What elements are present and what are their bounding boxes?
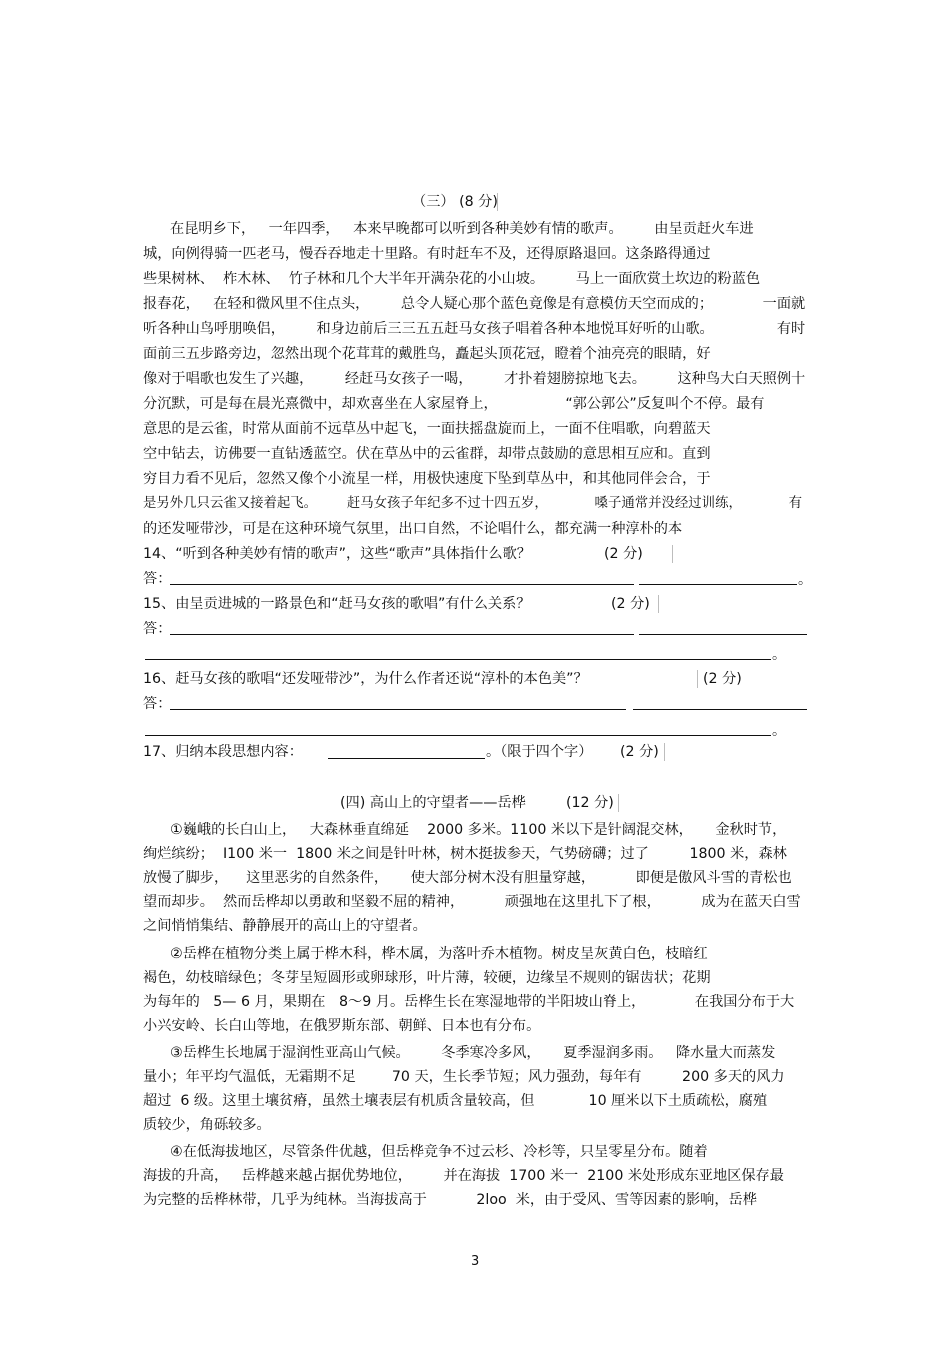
- answer-label: 答：: [143, 696, 172, 712]
- paragraph-line: ④在低海拔地区，尽管条件优越，但岳桦竞争不过云杉、冷杉等，只呈零星分布。随着: [170, 1144, 708, 1160]
- heading-margin-mark: [618, 794, 619, 812]
- answer-line[interactable]: [639, 634, 807, 635]
- answer-line[interactable]: [633, 709, 807, 710]
- answer-end-mark: 。: [798, 572, 812, 588]
- paragraph-line: 超过 6 级。这里土壤贫瘠，虽然土壤表层有机质含量较高，但 10 厘米以下土质疏松，腐殖: [143, 1093, 768, 1109]
- answer-line[interactable]: [170, 584, 634, 585]
- passage-line: 在昆明乡下， 一年四季， 本来早晚都可以听到各种美妙有情的歌声。 由呈贡赶火车进: [170, 221, 754, 237]
- answer-label: 答：: [143, 621, 172, 637]
- heading-margin-mark: [497, 193, 498, 211]
- question-note: 。（限于四个字）: [486, 744, 593, 760]
- passage-line: 是另外几只云雀又接着起飞。 赶马女孩子年纪多不过十四五岁， 嗓子通常并没经过训练， 有: [143, 496, 803, 511]
- section4-points: (12 分): [566, 795, 614, 811]
- answer-line[interactable]: [170, 709, 626, 710]
- question-points: (2 分): [604, 546, 643, 562]
- paragraph-line: ①巍峨的长白山上， 大森林垂直绵延 2000 多米。1100 米以下是针阔混交林， 金秋时节，: [170, 822, 787, 838]
- margin-mark: [658, 595, 659, 613]
- passage-line: 穷目力看不见后，忽然又像个小流星一样，用极快速度下坠到草丛中，和其他同伴会合，于: [143, 471, 711, 487]
- margin-mark: [697, 670, 698, 688]
- passage-line: 的还发哑带沙，可是在这种环境气氛里，出口自然，不论唱什么，都充满一种淳朴的本: [143, 521, 683, 537]
- section3-heading: （三） (8 分): [412, 194, 498, 210]
- paragraph-line: ②岳桦在植物分类上属于桦木科，桦木属，为落叶乔木植物。树皮呈灰黄白色，枝暗红: [170, 946, 708, 962]
- margin-mark: [664, 743, 665, 761]
- answer-line[interactable]: [145, 735, 771, 736]
- paragraph-line: 小兴安岭、长白山等地，在俄罗斯东部、朝鲜、日本也有分布。: [143, 1018, 541, 1034]
- section4-heading: (四) 高山上的守望者——岳桦: [340, 795, 526, 811]
- margin-mark: [672, 545, 673, 563]
- paragraph-line: 海拔的升高， 岳桦越来越占据优势地位， 并在海拔 1700 米一 2100 米处形成东亚地区保存最: [143, 1168, 784, 1184]
- answer-line[interactable]: [145, 659, 771, 660]
- answer-line[interactable]: [170, 634, 634, 635]
- paragraph-line: 为每年的 5— 6 月，果期在 8～9 月。岳桦生长在寒湿地带的半阳坡山脊上， 在我国分布于大: [143, 994, 795, 1010]
- passage-line: 意思的是云雀，时常从面前不远草丛中起飞，一面扶摇盘旋而上，一面不住唱歌，向碧蓝天: [143, 421, 711, 437]
- answer-end-mark: 。: [772, 647, 786, 663]
- passage-line: 些果树林、 柞木林、 竹子林和几个大半年开满杂花的小山坡。 马上一面欣赏土坎边的粉蓝色: [143, 271, 761, 287]
- answer-line[interactable]: [328, 758, 485, 759]
- passage-line: 面前三五步路旁边，忽然出现个花茸茸的戴胜鸟，矗起头顶花冠，瞪着个油亮亮的眼睛，好: [143, 346, 711, 362]
- paragraph-line: 绚烂缤纷； I100 米一 1800 米之间是针叶林，树木挺拔参天，气势磅礴；过了 1800 米，森林: [143, 846, 787, 862]
- question-points: (2 分): [611, 596, 650, 612]
- paragraph-line: 量小；年平均气温低，无霜期不足 70 天，生长季节短；风力强劲，每年有 200 多天的风力: [143, 1069, 785, 1085]
- paragraph-line: 之间悄悄集结、静静展开的高山上的守望者。: [143, 918, 427, 934]
- passage-line: 城，向例得骑一匹老马，慢吞吞地走十里路。有时赶车不及，还得原路退回。这条路得通过: [143, 246, 711, 262]
- question-points: (2 分): [703, 671, 742, 687]
- passage-line: 报春花， 在轻和微风里不住点头， 总令人疑心那个蓝色竟像是有意模仿天空而成的； 一面就: [143, 296, 806, 312]
- paragraph-line: 褐色，幼枝暗绿色；冬芽呈短圆形或卵球形，叶片薄，较硬，边缘呈不规则的锯齿状；花期: [143, 970, 711, 986]
- question-prompt: 15、由呈贡进城的一路景色和“赶马女孩的歌唱”有什么关系？: [143, 596, 531, 612]
- question-points: (2 分): [620, 744, 659, 760]
- paragraph-line: ③岳桦生长地属于湿润性亚高山气候。 冬季寒冷多风， 夏季湿润多雨。 降水量大而蒸发: [170, 1045, 776, 1061]
- question-prompt: 17、归纳本段思想内容：: [143, 744, 303, 760]
- answer-end-mark: 。: [772, 723, 786, 739]
- passage-line: 听各种山鸟呼朋唤侣， 和身边前后三三五五赶马女孩子唱着各种本地悦耳好听的山歌。 有时: [143, 321, 806, 337]
- paragraph-line: 质较少，角砾较多。: [143, 1117, 271, 1133]
- answer-line[interactable]: [639, 584, 797, 585]
- paragraph-line: 望而却步。 然而岳桦却以勇敢和坚毅不屈的精神， 顽强地在这里扎下了根， 成为在蓝天白雪: [143, 894, 801, 910]
- passage-line: 空中钻去，访佛要一直钻透蓝空。伏在草丛中的云雀群，却带点鼓励的意思相互应和。直到: [143, 446, 711, 462]
- paragraph-line: 放慢了脚步， 这里恶劣的自然条件， 使大部分树木没有胆量穿越， 即便是傲风斗雪的青松也: [143, 870, 792, 886]
- passage-line: 分沉默，可是每在晨光熹微中，却欢喜坐在人家屋脊上， “郭公郭公”反复叫个不停。最有: [143, 396, 765, 412]
- question-prompt: 16、赶马女孩的歌唱“还发哑带沙”，为什么作者还说“淳朴的本色美”？: [143, 671, 588, 687]
- question-prompt: 14、“听到各种美妙有情的歌声”，这些“歌声”具体指什么歌？: [143, 546, 531, 562]
- answer-label: 答：: [143, 571, 172, 587]
- page-number: 3: [471, 1254, 480, 1269]
- paragraph-line: 为完整的岳桦林带，几乎为纯林。当海拔高于 2loo 米，由于受风、雪等因素的影响，岳桦: [143, 1192, 757, 1208]
- passage-line: 像对于唱歌也发生了兴趣， 经赶马女孩子一喝， 才扑着翅膀掠地飞去。 这种鸟大白天照例十: [143, 371, 806, 387]
